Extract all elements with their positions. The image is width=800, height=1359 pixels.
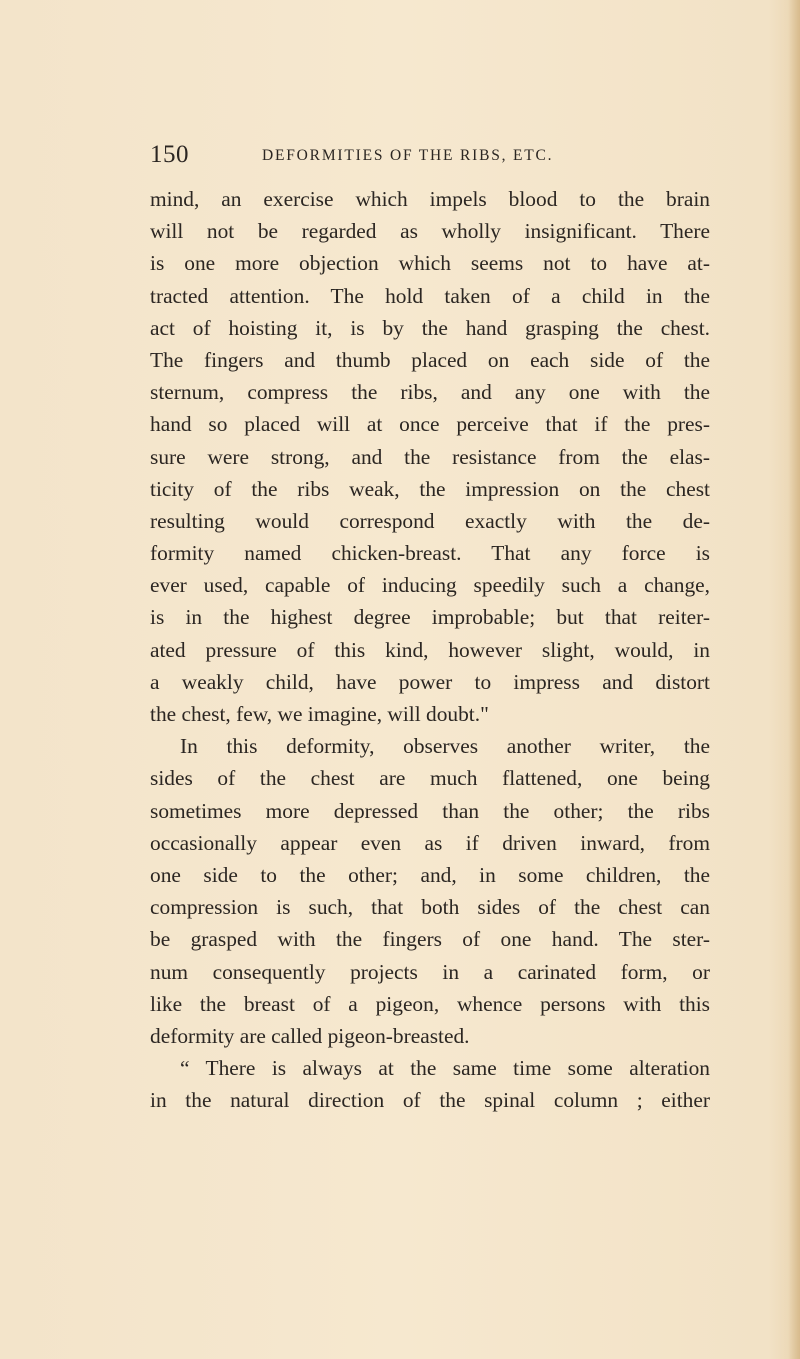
text-line: formity named chicken-breast. That any force is — [150, 541, 710, 566]
text-line: deformity are called pigeon-breasted. — [150, 1023, 470, 1048]
text-line: ticity of the ribs weak, the impression on the chest — [150, 476, 710, 501]
text-line: tracted attention. The hold taken of a child in the — [150, 283, 710, 308]
text-line: is one more objection which seems not to have at- — [150, 251, 710, 276]
text-line: sometimes more depressed than the other; the ribs — [150, 798, 710, 823]
text-line: will not be regarded as wholly insignificant. There — [150, 219, 710, 244]
page-edge-shadow — [788, 0, 800, 1359]
text-line: sternum, compress the ribs, and any one with the — [150, 380, 710, 405]
text-line: “ There is always at the same time some alteration — [180, 1056, 710, 1081]
text-line: sides of the chest are much flattened, one being — [150, 766, 710, 791]
text-line: one side to the other; and, in some children, the — [150, 862, 710, 887]
text-line: sure were strong, and the resistance from the elas- — [150, 444, 710, 469]
page-number: 150 — [150, 141, 189, 168]
text-line: ever used, capable of inducing speedily such a change, — [150, 573, 710, 598]
text-line: the chest, few, we imagine, will doubt." — [150, 702, 489, 726]
body-text — [150, 183, 710, 1116]
text-line: be grasped with the fingers of one hand. The ster- — [150, 927, 710, 952]
text-line: In this deformity, observes another writer, the — [180, 734, 710, 759]
text-line: hand so placed will at once perceive that if the pres- — [150, 412, 710, 437]
text-line: in the natural direction of the spinal column ; either — [150, 1088, 710, 1113]
text-line: num consequently projects in a carinated form, or — [150, 959, 710, 984]
text-line: occasionally appear even as if driven inward, from — [150, 830, 710, 855]
text-line: ated pressure of this kind, however slight, would, in — [150, 637, 710, 662]
text-line: The fingers and thumb placed on each side of the — [150, 347, 710, 372]
text-line: act of hoisting it, is by the hand grasping the chest. — [150, 315, 710, 340]
text-line: mind, an exercise which impels blood to the brain — [150, 187, 710, 211]
page-header — [150, 140, 710, 170]
text-line: a weakly child, have power to impress and distort — [150, 669, 710, 694]
text-line: resulting would correspond exactly with the de- — [150, 508, 710, 533]
text-line: is in the highest degree improbable; but that reiter- — [150, 605, 710, 630]
text-line: like the breast of a pigeon, whence persons with this — [150, 991, 710, 1016]
running-head: DEFORMITIES OF THE RIBS, ETC. — [262, 147, 554, 164]
text-line: compression is such, that both sides of the chest can — [150, 895, 710, 920]
